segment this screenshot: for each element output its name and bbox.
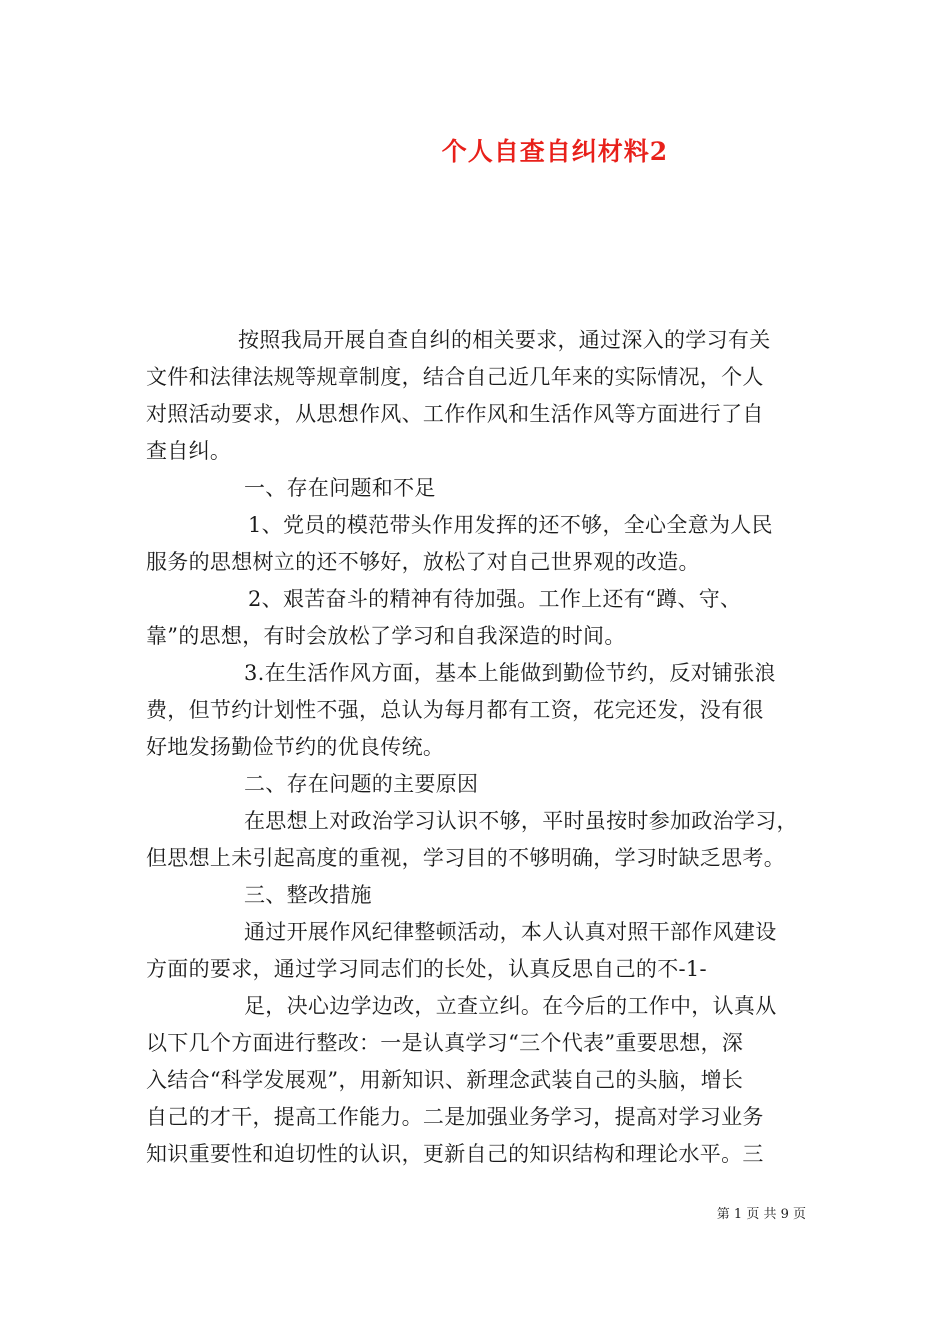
body-line: 靠”的思想，有时会放松了学习和自我深造的时间。 <box>146 624 626 648</box>
body-line: 1、党员的模范带头作用发挥的还不够，全心全意为人民 <box>248 513 773 537</box>
section-heading: 三、整改措施 <box>244 883 372 907</box>
body-line: 服务的思想树立的还不够好，放松了对自己世界观的改造。 <box>146 550 700 574</box>
section-heading: 二、存在问题的主要原因 <box>244 772 479 796</box>
document-title: 个人自查自纠材料2 <box>441 137 669 166</box>
document-body <box>146 322 810 1173</box>
body-line: 2、艰苦奋斗的精神有待加强。工作上还有“蹲、守、 <box>248 587 742 611</box>
body-line: 查自纠。 <box>146 439 232 463</box>
body-line: 足，决心边学边改，立查立纠。在今后的工作中，认真从 <box>244 994 777 1018</box>
body-line: 在思想上对政治学习认识不够，平时虽按时参加政治学习， <box>244 809 798 833</box>
body-line: 3.在生活作风方面，基本上能做到勤俭节约，反对铺张浪 <box>244 661 776 685</box>
body-line: 知识重要性和迫切性的认识，更新自己的知识结构和理论水平。三 <box>146 1142 764 1166</box>
page-footer: 第 1 页 共 9 页 <box>716 1207 806 1222</box>
section-heading: 一、存在问题和不足 <box>244 476 436 500</box>
body-line: 通过开展作风纪律整顿活动，本人认真对照干部作风建设 <box>244 920 777 944</box>
body-line: 以下几个方面进行整改：一是认真学习“三个代表”重要思想，深 <box>146 1031 744 1055</box>
body-line: 自己的才干，提高工作能力。二是加强业务学习，提高对学习业务 <box>146 1105 764 1129</box>
body-line: 但思想上未引起高度的重视，学习目的不够明确，学习时缺乏思考。 <box>146 846 785 870</box>
body-line: 对照活动要求，从思想作风、工作作风和生活作风等方面进行了自 <box>146 402 764 426</box>
body-line: 好地发扬勤俭节约的优良传统。 <box>146 735 445 759</box>
body-line: 按照我局开展自查自纠的相关要求，通过深入的学习有关 <box>238 328 771 352</box>
body-line: 方面的要求，通过学习同志们的长处，认真反思自己的不-1- <box>146 957 707 981</box>
body-line: 入结合“科学发展观”，用新知识、新理念武装自己的头脑，增长 <box>146 1068 744 1092</box>
body-line: 费，但节约计划性不强，总认为每月都有工资，花完还发，没有很 <box>146 698 764 722</box>
body-line: 文件和法律法规等规章制度，结合自己近几年来的实际情况，个人 <box>146 365 764 389</box>
